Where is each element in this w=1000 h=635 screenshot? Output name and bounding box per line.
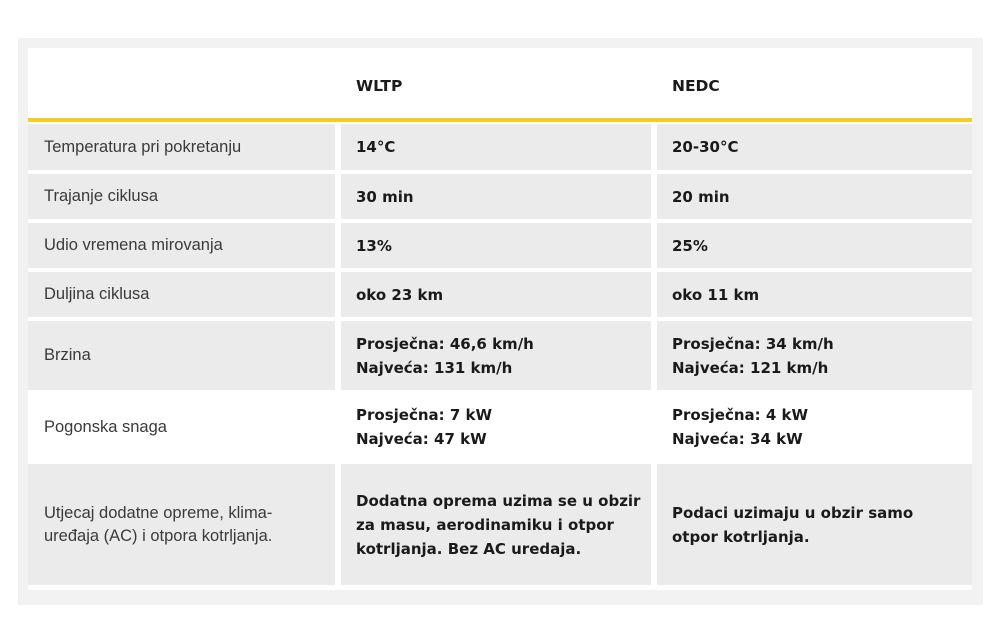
nedc-value: 25% [672, 236, 708, 255]
table-row [28, 321, 972, 390]
comparison-table [28, 48, 972, 590]
wltp-value: 13% [356, 236, 392, 255]
row-label: Pogonska snaga [44, 417, 167, 436]
table-row [28, 390, 972, 464]
wltp-value: 14°C [356, 138, 396, 156]
row-label: Duljina ciklusa [44, 285, 150, 303]
table-row [28, 124, 972, 170]
table-row [28, 223, 972, 268]
row-label: Utjecaj dodatne opreme, klima-uređaja (AC) i otpora kotrljanja. [44, 503, 273, 545]
wltp-value: Dodatna oprema uzima se u obzir za masu, aerodinamiku i otpor kotrljanja. Bez AC uredaja. [356, 491, 641, 558]
wltp-value: oko 23 km [356, 285, 444, 304]
table-row [28, 272, 972, 317]
row-label: Trajanje ciklusa [44, 187, 159, 205]
row-label: Brzina [44, 346, 91, 364]
row-label: Udio vremena mirovanja [44, 236, 223, 254]
nedc-value: Podaci uzimaju u obzir samo otpor kotrljanja. [672, 503, 914, 546]
table-row [28, 174, 972, 219]
header-nedc: NEDC [672, 77, 720, 95]
table-row [28, 464, 972, 585]
wltp-value: Prosječna: 46,6 km/h Najveća: 131 km/h [356, 334, 534, 377]
wltp-value: 30 min [356, 187, 414, 206]
wltp-value: Prosječna: 7 kW Najveća: 47 kW [356, 406, 493, 448]
header-accent-line [28, 118, 972, 122]
nedc-value: 20 min [672, 187, 730, 206]
nedc-value: Prosječna: 34 km/h Najveća: 121 km/h [672, 334, 834, 377]
row-label: Temperatura pri pokretanju [44, 137, 242, 156]
nedc-value: oko 11 km [672, 285, 760, 304]
nedc-value: 20-30°C [672, 138, 739, 156]
header-wltp: WLTP [356, 77, 403, 95]
table-header [28, 48, 972, 118]
nedc-value: Prosječna: 4 kW Najveća: 34 kW [672, 406, 809, 448]
